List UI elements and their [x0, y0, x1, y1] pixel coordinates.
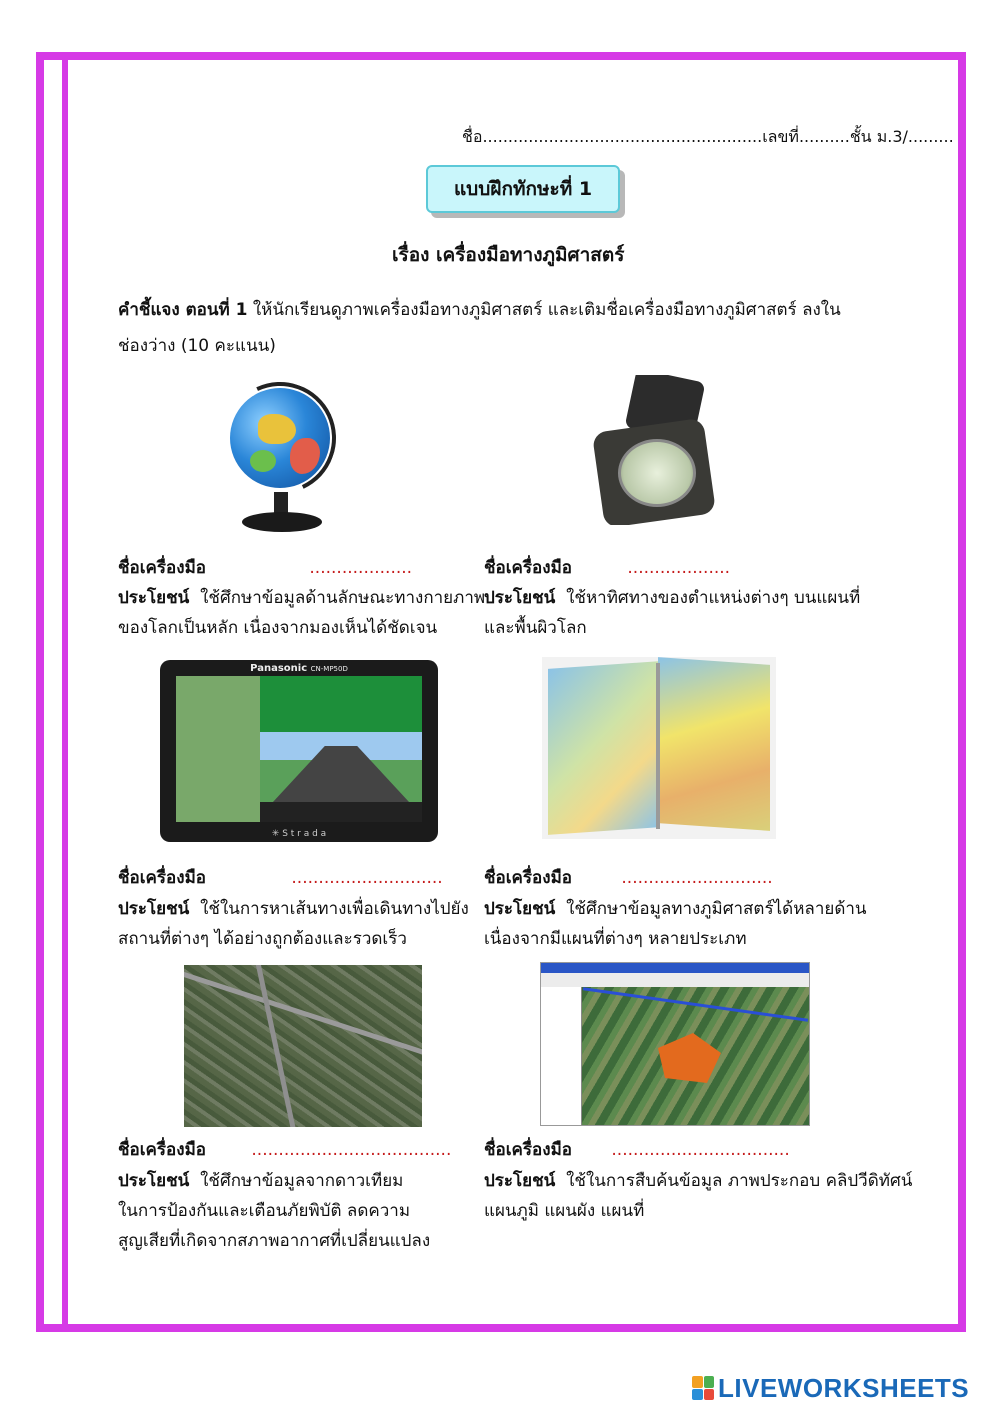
item-4-tool-row: [484, 866, 773, 890]
tool-name-blank[interactable]: .....................................: [251, 1140, 452, 1160]
instructions-line-2: ช่องว่าง (10 คะแนน): [118, 336, 276, 356]
item-6-benefit-line-2: แผนภูมิ แผนผัง แผนที่: [484, 1201, 645, 1221]
item-4-benefit-line-2: เนื่องจากมีแผนที่ต่างๆ หลายประเภท: [484, 929, 747, 949]
benefit-label: ประโยชน์: [118, 899, 190, 919]
item-4-benefit-line-1: ประโยชน์ ใช้ศึกษาข้อมูลทางภูมิศาสตร์ได้หลายด้าน: [484, 899, 867, 919]
satellite-photo-image: [184, 965, 422, 1127]
benefit-label: ประโยชน์: [484, 588, 556, 608]
item-6-tool-row: [484, 1138, 790, 1162]
tool-name-label: ชื่อเครื่องมือ: [484, 1140, 572, 1160]
item-3-tool-row: [118, 866, 443, 890]
tool-name-blank[interactable]: ............................: [621, 868, 773, 888]
item-5-tool-row: [118, 1138, 451, 1162]
worksheet-title: แบบฝึกทักษะที่ 1: [426, 165, 620, 213]
tool-name-label: ชื่อเครื่องมือ: [118, 558, 206, 578]
globe-image: [222, 380, 342, 540]
tool-name-label: ชื่อเครื่องมือ: [118, 868, 206, 888]
logo-icon: [692, 1376, 714, 1400]
item-2-benefit-line-2: และพื้นผิวโลก: [484, 618, 587, 638]
atlas-image: [542, 657, 776, 839]
item-1-benefit-line-2: ของโลกเป็นหลัก เนื่องจากมองเห็นได้ชัดเจน: [118, 618, 438, 638]
gps-footer-text: ✳ S t r a d a: [271, 829, 327, 839]
item-2-benefit-line-1: ประโยชน์ ใช้หาทิศทางของตำแหน่งต่างๆ บนแผนที่: [484, 588, 861, 608]
benefit-label: ประโยชน์: [118, 588, 190, 608]
logo-text: LIVEWORKSHEETS: [718, 1372, 970, 1403]
item-1-benefit-line-1: ประโยชน์ ใช้ศึกษาข้อมูลด้านลักษณะทางกายภาพ: [118, 588, 486, 608]
compass-image: [590, 375, 720, 525]
gps-device-image: [160, 660, 438, 842]
item-1-tool-row: [118, 556, 412, 580]
worksheet-subject: เรื่อง เครื่องมือทางภูมิศาสตร์: [392, 244, 625, 266]
item-5-benefit-line-3: สูญเสียที่เกิดจากสภาพอากาศที่เปลี่ยนแปลง: [118, 1231, 431, 1251]
item-5-benefit-line-2: ในการป้องกันและเตือนภัยพิบัติ ลดความ: [118, 1201, 411, 1221]
benefit-label: ประโยชน์: [118, 1171, 190, 1191]
tool-name-blank[interactable]: .................................: [611, 1140, 790, 1160]
instructions-line-1: [118, 298, 841, 322]
tool-name-label: ชื่อเครื่องมือ: [484, 868, 572, 888]
item-5-benefit-line-1: ประโยชน์ ใช้ศึกษาข้อมูลจากดาวเทียม: [118, 1171, 404, 1191]
item-3-benefit-line-1: ประโยชน์ ใช้ในการหาเส้นทางเพื่อเดินทางไปยัง: [118, 899, 469, 919]
tool-name-blank[interactable]: ............................: [291, 868, 443, 888]
tool-name-blank[interactable]: ...................: [627, 558, 731, 578]
gps-brand-text: Panasonic CN-MP50D: [250, 663, 348, 674]
item-3-benefit-line-2: สถานที่ต่างๆ ได้อย่างถูกต้องและรวดเร็ว: [118, 929, 407, 949]
instructions-text: ให้นักเรียนดูภาพเครื่องมือทางภูมิศาสตร์ และเติมชื่อเครื่องมือทางภูมิศาสตร์ ลงใน: [247, 300, 841, 320]
student-info-line: ชื่อ.......................................................เลขที่..........ชั้น ม.3/.........: [462, 127, 954, 146]
item-6-benefit-line-1: ประโยชน์ ใช้ในการสืบค้นข้อมูล ภาพประกอบ คลิปวีดิทัศน์: [484, 1171, 913, 1191]
benefit-label: ประโยชน์: [484, 1171, 556, 1191]
gis-software-image: [540, 962, 810, 1126]
liveworksheets-logo: [692, 1373, 969, 1403]
benefit-label: ประโยชน์: [484, 899, 556, 919]
tool-name-label: ชื่อเครื่องมือ: [118, 1140, 206, 1160]
tool-name-blank[interactable]: ...................: [309, 558, 413, 578]
item-2-tool-row: [484, 556, 730, 580]
instructions-label: คำชี้แจง ตอนที่ 1: [118, 300, 248, 320]
page-border-left-line: [62, 60, 68, 1324]
tool-name-label: ชื่อเครื่องมือ: [484, 558, 572, 578]
